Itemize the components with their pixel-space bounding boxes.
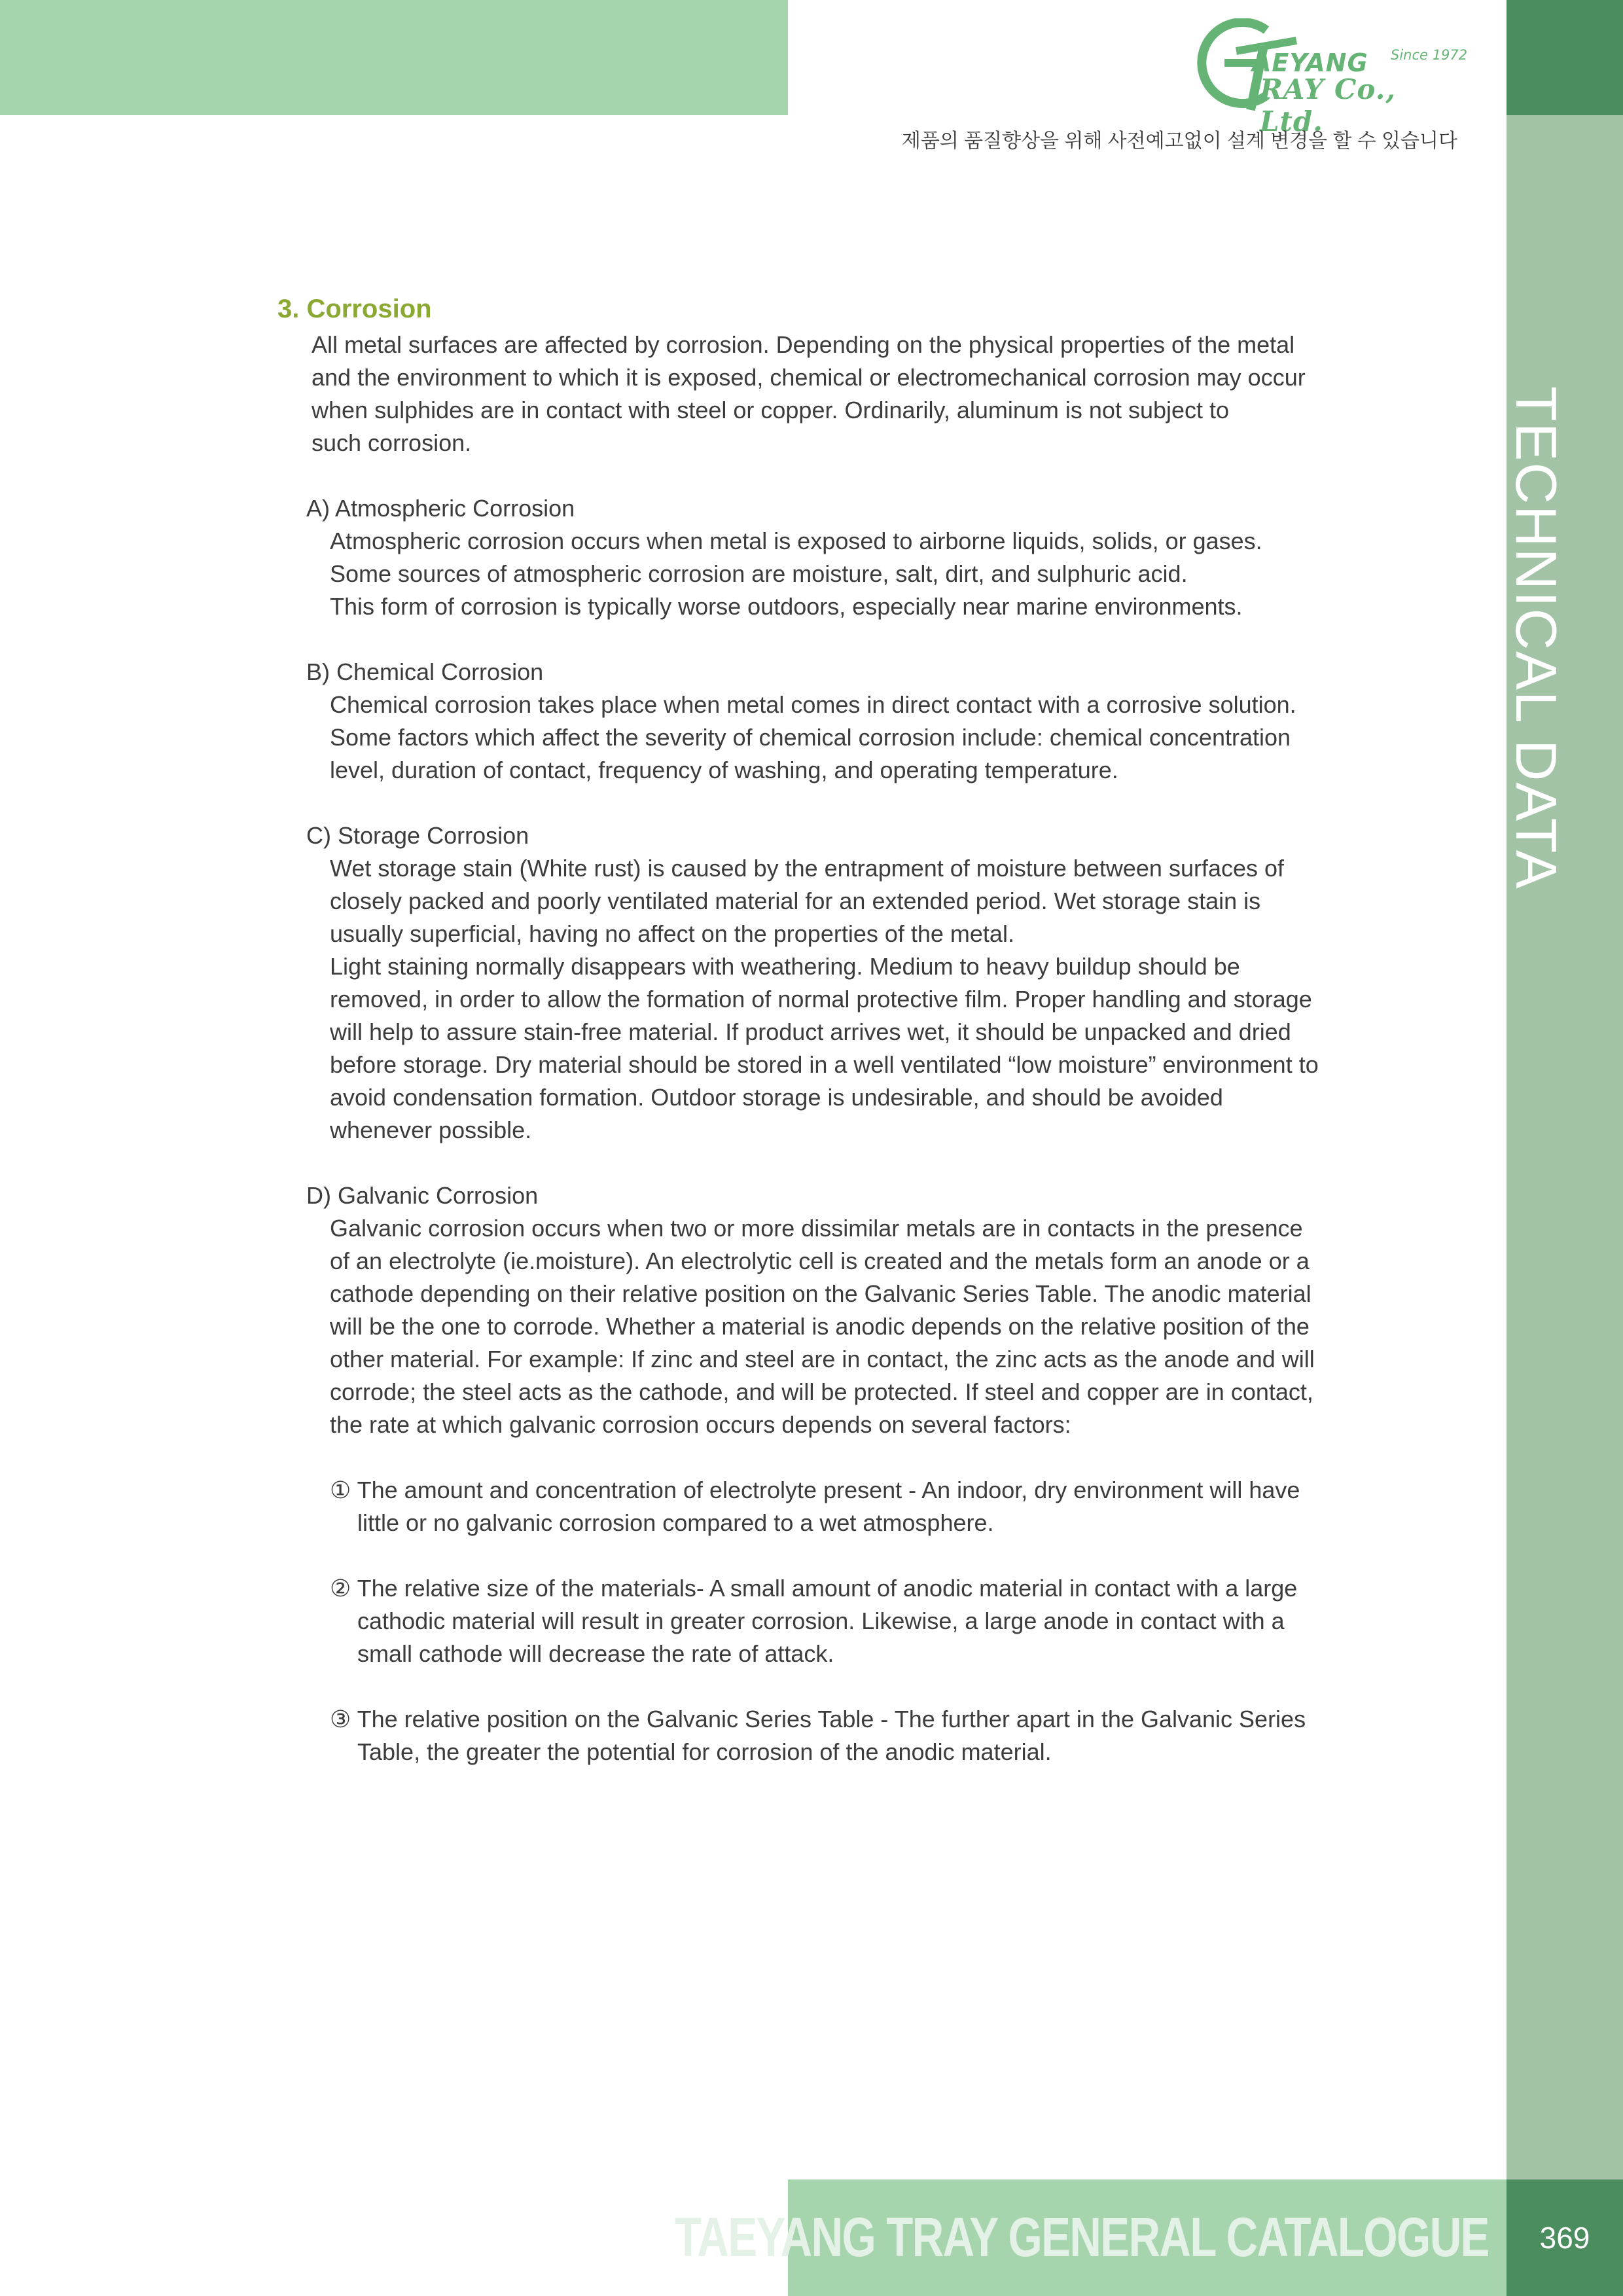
subsection-heading: B) Chemical Corrosion bbox=[306, 658, 544, 685]
intro-line: such corrosion. bbox=[312, 429, 472, 456]
subsection-body bbox=[330, 1212, 1390, 1441]
list-item-text: The relative position on the Galvanic Series Table - The further apart in the Galvanic Series bbox=[357, 1706, 1306, 1732]
body-line: Galvanic corrosion occurs when two or more dissimilar metals are in contacts in the presence bbox=[330, 1215, 1303, 1242]
body-line: level, duration of contact, frequency of washing, and operating temperature. bbox=[330, 757, 1118, 783]
body-line: Chemical corrosion takes place when metal comes in direct contact with a corrosive solution. bbox=[330, 691, 1296, 718]
list-item-text: The amount and concentration of electrolyte present - An indoor, dry environment will have bbox=[357, 1477, 1300, 1503]
logo-since: Since 1972 bbox=[1391, 47, 1468, 63]
company-logo bbox=[1168, 18, 1469, 137]
galvanic-factor-list bbox=[330, 1474, 1390, 1768]
side-rail-top-block bbox=[1507, 0, 1623, 115]
body-line: Some factors which affect the severity of chemical corrosion include: chemical concentration bbox=[330, 724, 1291, 751]
list-item bbox=[330, 1703, 1390, 1768]
logo-wordmark-line1: AEYANG bbox=[1252, 48, 1368, 77]
list-number-mark: ① bbox=[330, 1477, 351, 1503]
subsection-heading: D) Galvanic Corrosion bbox=[306, 1182, 539, 1209]
subsection-heading: C) Storage Corrosion bbox=[306, 822, 529, 849]
logo-wordmark-line2: RAY Co., Ltd. bbox=[1260, 73, 1396, 137]
body-line: whenever possible. bbox=[330, 1117, 532, 1143]
list-number-mark: ② bbox=[330, 1575, 351, 1602]
list-item bbox=[330, 1474, 1390, 1539]
list-item-line: small cathode will decrease the rate of attack. bbox=[357, 1640, 834, 1667]
header-band bbox=[0, 0, 788, 115]
body-line: avoid condensation formation. Outdoor storage is undesirable, and should be avoided bbox=[330, 1084, 1223, 1111]
intro-line: when sulphides are in contact with steel or copper. Ordinarily, aluminum is not subject to bbox=[312, 397, 1230, 423]
subsection-body bbox=[330, 689, 1390, 787]
body-line: Wet storage stain (White rust) is caused by the entrapment of moisture between surfaces of bbox=[330, 855, 1285, 882]
body-line: closely packed and poorly ventilated material for an extended period. Wet storage stain is bbox=[330, 888, 1261, 914]
list-item-first-line bbox=[330, 1703, 1390, 1736]
body-line: Atmospheric corrosion occurs when metal is exposed to airborne liquids, solids, or gases. bbox=[330, 528, 1262, 554]
body-line: corrode; the steel acts as the cathode, and will be protected. If steel and copper are in contact, bbox=[330, 1378, 1313, 1405]
body-line: Some sources of atmospheric corrosion are moisture, salt, dirt, and sulphuric acid. bbox=[330, 560, 1188, 587]
subsection-body bbox=[330, 852, 1390, 1147]
list-item bbox=[330, 1572, 1390, 1670]
subsection-body bbox=[330, 525, 1390, 623]
body-line: before storage. Dry material should be stored in a well ventilated “low moisture” environment to bbox=[330, 1051, 1319, 1078]
list-item-line: cathodic material will result in greater corrosion. Likewise, a large anode in contact with a bbox=[357, 1607, 1285, 1634]
body-line: of an electrolyte (ie.moisture). An electrolytic cell is created and the metals form an anode or a bbox=[330, 1247, 1310, 1274]
body-line: will help to assure stain-free material. If product arrives wet, it should be unpacked and dried bbox=[330, 1018, 1291, 1045]
subsection-atmospheric-corrosion bbox=[306, 492, 1390, 623]
body-line: other material. For example: If zinc and steel are in contact, the zinc acts as the anode and will bbox=[330, 1346, 1315, 1372]
body-line: the rate at which galvanic corrosion occurs depends on several factors: bbox=[330, 1411, 1071, 1438]
body-line: will be the one to corrode. Whether a material is anodic depends on the relative position of the bbox=[330, 1313, 1310, 1340]
main-content bbox=[277, 291, 1390, 1768]
body-line: removed, in order to allow the formation of normal protective film. Proper handling and storage bbox=[330, 986, 1312, 1013]
subsection-chemical-corrosion bbox=[306, 656, 1390, 787]
body-line: usually superficial, having no affect on the properties of the metal. bbox=[330, 920, 1014, 947]
side-rail bbox=[1504, 0, 1623, 2296]
body-line: Light staining normally disappears with weathering. Medium to heavy buildup should be bbox=[330, 953, 1240, 980]
design-change-notice: 제품의 품질향상을 위해 사전예고없이 설계 변경을 할 수 있습니다 bbox=[901, 130, 1457, 152]
body-line: cathode depending on their relative position on the Galvanic Series Table. The anodic material bbox=[330, 1280, 1311, 1307]
subsection-storage-corrosion bbox=[306, 819, 1390, 1147]
side-section-title: TECHNICAL DATA bbox=[1504, 386, 1569, 890]
list-item-text: The relative size of the materials- A small amount of anodic material in contact with a large bbox=[357, 1575, 1298, 1602]
intro-line: and the environment to which it is exposed, chemical or electromechanical corrosion may occur bbox=[312, 364, 1306, 391]
subsection-heading: A) Atmospheric Corrosion bbox=[306, 495, 575, 522]
list-item-line: little or no galvanic corrosion compared to a wet atmosphere. bbox=[357, 1509, 994, 1536]
intro-line: All metal surfaces are affected by corrosion. Depending on the physical properties of the metal bbox=[312, 331, 1295, 358]
list-item-first-line bbox=[330, 1572, 1390, 1605]
list-item-first-line bbox=[330, 1474, 1390, 1507]
subsection-galvanic-corrosion bbox=[306, 1179, 1390, 1441]
list-item-line: Table, the greater the potential for corrosion of the anodic material. bbox=[357, 1738, 1052, 1765]
page-number: 369 bbox=[1539, 2221, 1590, 2255]
section-intro bbox=[312, 329, 1390, 459]
catalogue-title: TAEYANG TRAY GENERAL CATALOGUE bbox=[675, 2206, 1489, 2268]
body-line: This form of corrosion is typically worse outdoors, especially near marine environments. bbox=[330, 593, 1243, 620]
list-number-mark: ③ bbox=[330, 1706, 351, 1732]
section-title: 3. Corrosion bbox=[277, 295, 432, 323]
